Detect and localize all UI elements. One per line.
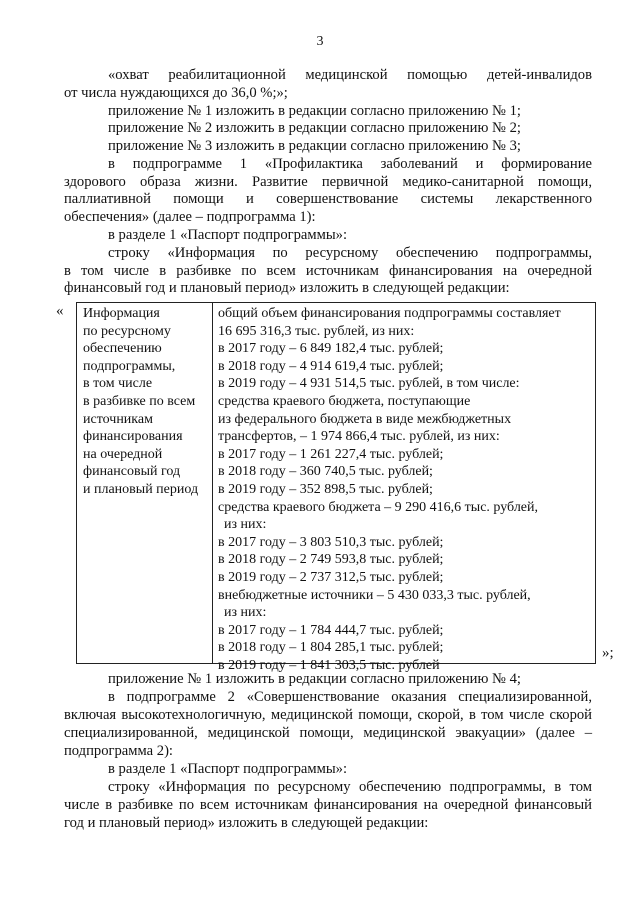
cell-line: в 2019 году – 4 931 514,5 тыс. рублей, в том числе: (218, 376, 520, 392)
text-line: специализированной, медицинской помощи, медицинской эвакуации» (далее – (64, 725, 592, 741)
cell-line: в том числе (83, 376, 153, 392)
text-line: приложение № 1 изложить в редакции согласно приложению № 4; (108, 671, 521, 687)
cell-line: Информация (83, 306, 160, 321)
cell-line: в 2019 году – 1 841 303,5 тыс. рублей (218, 657, 440, 673)
cell-line: подпрограммы, (83, 358, 176, 374)
cell-line: в 2018 году – 4 914 619,4 тыс. рублей; (218, 358, 444, 374)
cell-line: в 2017 году – 3 803 510,3 тыс. рублей; (218, 534, 444, 550)
close-quote: »; (602, 645, 614, 661)
text-line: в том числе в разбивке по всем источникам финансирования на очередной (64, 263, 592, 279)
table-left-cell (83, 305, 209, 499)
cell-line: в 2019 году – 2 737 312,5 тыс. рублей; (218, 569, 444, 585)
text-line: приложение № 3 изложить в редакции согласно приложению № 3; (108, 138, 521, 154)
text-line: подпрограмма 2): (64, 743, 173, 759)
open-quote: « (56, 303, 64, 319)
cell-line: средства краевого бюджета – 9 290 416,6 тыс. рублей, (218, 499, 539, 515)
text-line: финансовый год и плановый период» изложить в следующей редакции: (64, 280, 510, 296)
text-line: строку «Информация по ресурсному обеспечению подпрограммы, в том (108, 779, 592, 795)
passport-table (76, 302, 596, 673)
cell-line: в 2017 году – 1 261 227,4 тыс. рублей; (218, 446, 444, 462)
cell-line: в 2018 году – 1 804 285,1 тыс. рублей; (218, 640, 444, 656)
text-line: год и плановый период» изложить в следующей редакции: (64, 815, 429, 831)
cell-line: на очередной (83, 446, 163, 462)
text-line: приложение № 1 изложить в редакции согласно приложению № 1; (108, 103, 521, 119)
cell-line: из федерального бюджета в виде межбюджетных (218, 411, 512, 427)
cell-line: в 2017 году – 6 849 182,4 тыс. рублей; (218, 341, 444, 357)
cell-line: по ресурсному (83, 323, 171, 339)
page-number: 3 (316, 34, 324, 49)
cell-line: финансовый год (83, 464, 181, 480)
cell-line: трансфертов, – 1 974 866,4 тыс. рублей, из них: (218, 429, 500, 445)
cell-line: из них: (224, 517, 267, 533)
text-line: приложение № 2 изложить в редакции согласно приложению № 2; (108, 120, 521, 136)
cell-line: в 2018 году – 360 740,5 тыс. рублей; (218, 464, 433, 480)
cell-line: финансирования (83, 429, 183, 445)
cell-line: средства краевого бюджета, поступающие (218, 393, 471, 409)
text-line: в подпрограмме 1 «Профилактика заболеваний и формирование (108, 156, 592, 172)
table-divider (212, 303, 213, 663)
text-line: в разделе 1 «Паспорт подпрограммы»: (108, 227, 348, 243)
cell-line: из них: (224, 605, 267, 621)
text-line: «охват реабилитационной медицинской помощью детей-инвалидов (108, 67, 592, 83)
cell-line: общий объем финансирования подпрограммы составляет (218, 306, 561, 321)
text-line: числе в разбивке по всем источникам финансирования на очередной финансовый (64, 797, 592, 813)
cell-line: и плановый период (83, 481, 199, 497)
text-line: обеспечения» (далее – подпрограмма 1): (64, 209, 316, 225)
text-line: от числа нуждающихся до 36,0 %;»; (64, 85, 288, 101)
table-right-cell (218, 305, 593, 674)
cell-line: в 2017 году – 1 784 444,7 тыс. рублей; (218, 622, 444, 638)
text-line: включая высокотехнологичную, медицинской помощи, скорой, в том числе скорой (64, 707, 592, 723)
cell-line: обеспечению (83, 341, 162, 357)
cell-line: в разбивке по всем (83, 393, 196, 409)
cell-line: в 2018 году – 2 749 593,8 тыс. рублей; (218, 552, 444, 568)
cell-line: 16 695 316,3 тыс. рублей, из них: (218, 323, 415, 339)
text-line: паллиативной помощи и совершенствование системы лекарственного (64, 191, 592, 207)
text-line: строку «Информация по ресурсному обеспечению подпрограммы, (108, 245, 592, 261)
text-line: в разделе 1 «Паспорт подпрограммы»: (108, 761, 348, 777)
cell-line: внебюджетные источники – 5 430 033,3 тыс. рублей, (218, 587, 531, 603)
text-line: здорового образа жизни. Развитие первичной медико-санитарной помощи, (64, 174, 592, 190)
cell-line: в 2019 году – 352 898,5 тыс. рублей; (218, 481, 433, 497)
cell-line: источникам (83, 411, 153, 427)
text-line: в подпрограмме 2 «Совершенствование оказания специализированной, (108, 689, 592, 705)
